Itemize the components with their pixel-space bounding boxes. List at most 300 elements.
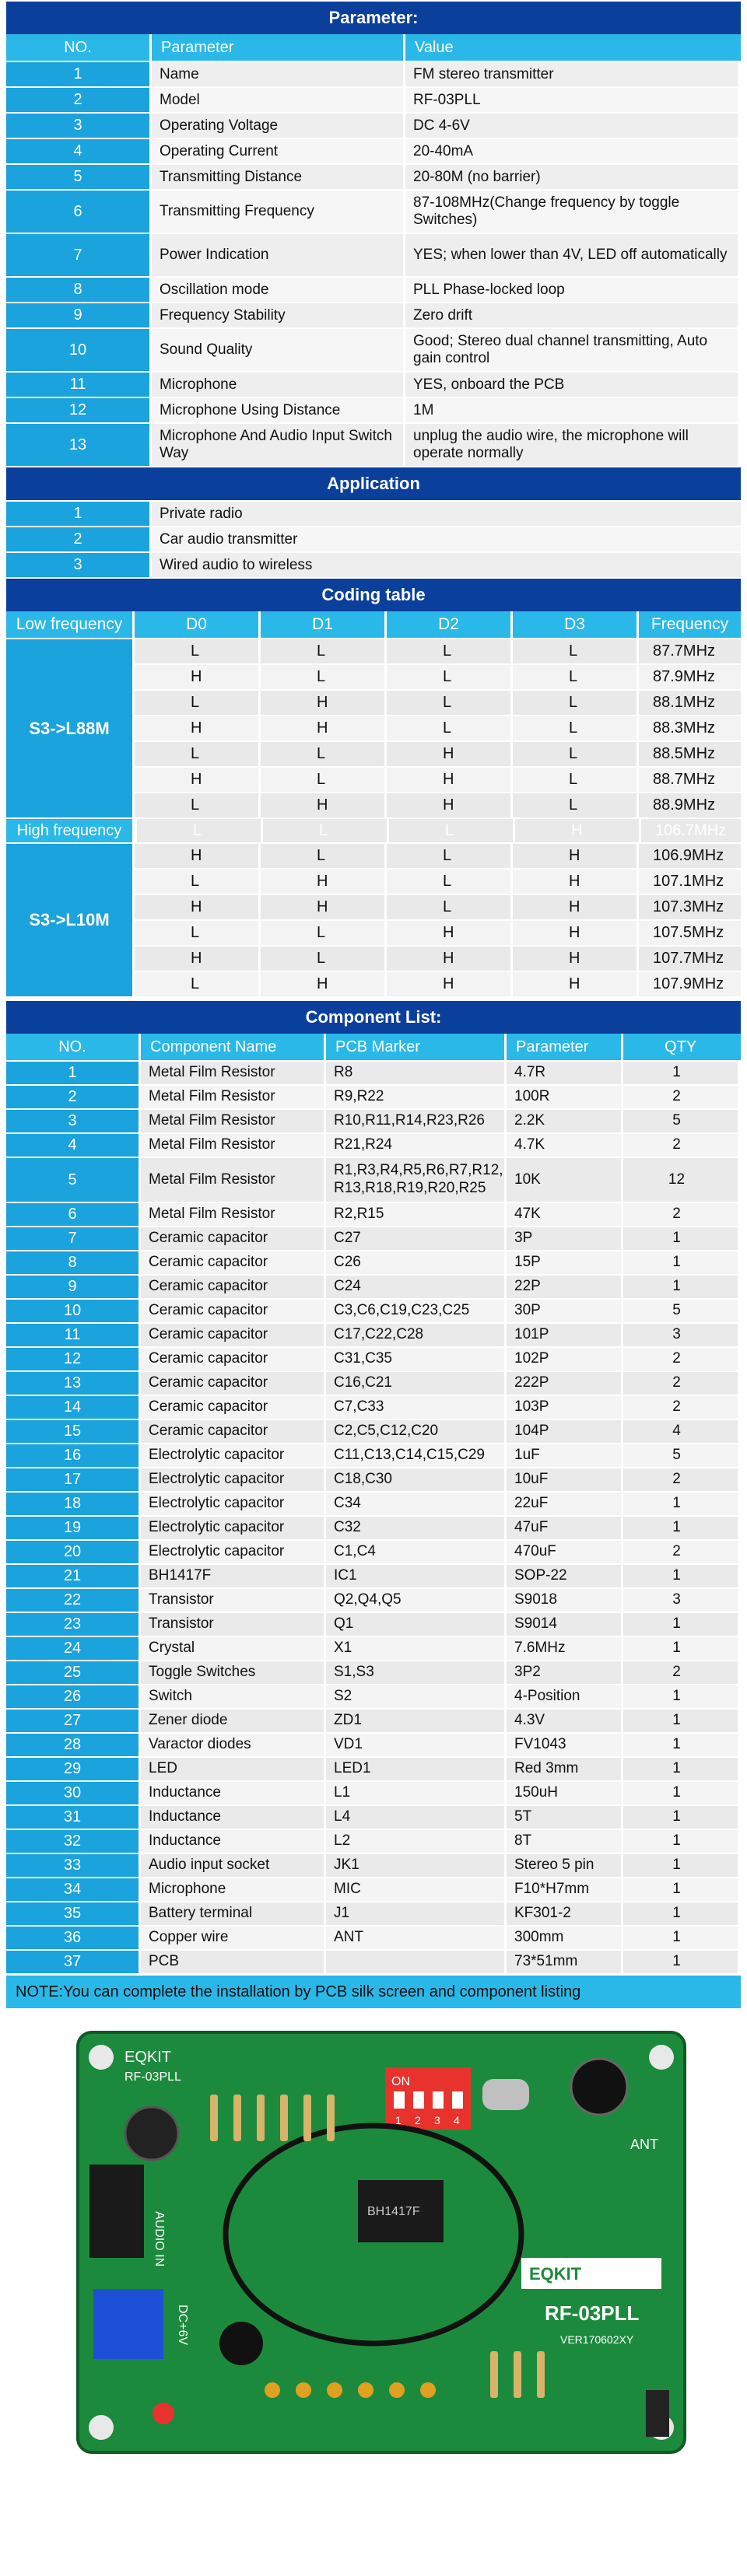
component-qty: 3	[621, 1589, 738, 1612]
pcb-marker: R9,R22	[324, 1086, 504, 1108]
parameter-row	[6, 86, 741, 112]
bit-value: L	[510, 742, 637, 766]
bit-value: H	[384, 742, 510, 766]
coding-row	[132, 792, 741, 817]
component-parameter: 47K	[504, 1203, 621, 1226]
bit-value: H	[258, 691, 384, 715]
parameter-name: Microphone And Audio Input Switch Way	[149, 424, 403, 466]
parameter-value: unplug the audio wire, the microphone will operate normally	[403, 424, 738, 466]
component-qty: 5	[621, 1110, 738, 1132]
component-parameter: 15P	[504, 1251, 621, 1274]
row-number: 11	[6, 373, 149, 397]
parameter-name: Frequency Stability	[149, 303, 403, 327]
component-row	[6, 1877, 741, 1901]
parameter-title: Parameter:	[6, 0, 741, 34]
header-no: NO.	[64, 38, 92, 56]
application-title: Application	[6, 466, 741, 500]
parameter-value: 20-80M (no barrier)	[403, 165, 738, 189]
component-qty: 1	[621, 1276, 738, 1298]
component-row	[6, 1370, 741, 1395]
bit-value: L	[384, 691, 510, 715]
component-qty: 1	[621, 1493, 738, 1515]
component-row	[6, 1949, 741, 1973]
parameter-row	[6, 371, 741, 397]
parameter-name: Operating Voltage	[149, 114, 403, 138]
pcb-marker: C7,C33	[324, 1396, 504, 1419]
component-qty: 1	[621, 1637, 738, 1660]
row-number: 29	[6, 1758, 139, 1780]
component-parameter: 4.3V	[504, 1710, 621, 1732]
microphone-icon	[125, 2107, 178, 2160]
bit-value: L	[132, 639, 258, 663]
bit-value: L	[132, 691, 258, 715]
component-row	[6, 1636, 741, 1660]
component-name: Metal Film Resistor	[139, 1158, 324, 1202]
bit-value: H	[384, 947, 510, 971]
high-frequency-rows	[132, 842, 741, 996]
component-row	[6, 1660, 741, 1684]
pcb-marker: C16,C21	[324, 1372, 504, 1395]
component-parameter: 100R	[504, 1086, 621, 1108]
row-number: 25	[6, 1661, 139, 1684]
component-qty: 12	[621, 1158, 738, 1202]
parameter-row	[6, 61, 741, 86]
parameter-name: Microphone	[149, 373, 403, 397]
component-row	[6, 1108, 741, 1132]
component-parameter: 104P	[504, 1420, 621, 1443]
component-table	[6, 1060, 741, 1973]
row-number: 35	[6, 1902, 139, 1925]
pcb-marker: C26	[324, 1251, 504, 1274]
row-number: 9	[6, 303, 149, 327]
component-qty: 1	[621, 1062, 738, 1084]
row-number: 34	[6, 1878, 139, 1901]
frequency-value: 88.9MHz	[637, 793, 741, 817]
audio-in-label: AUDIO IN	[153, 2211, 166, 2267]
component-parameter: FV1043	[504, 1734, 621, 1756]
row-number: 27	[6, 1710, 139, 1732]
parameter-row	[6, 397, 741, 422]
bit-value: L	[258, 921, 384, 945]
row-number: 3	[6, 553, 149, 577]
parameter-value: Good; Stereo dual channel transmitting, Auto gain control	[403, 329, 738, 371]
component-parameter: 4-Position	[504, 1685, 621, 1708]
component-row	[6, 1539, 741, 1563]
bit-value: L	[510, 768, 637, 792]
component-row	[6, 1084, 741, 1108]
row-number: 22	[6, 1589, 139, 1612]
component-qty: 1	[621, 1758, 738, 1780]
low-frequency-group	[6, 638, 741, 817]
pcb-marker: R1,R3,R4,R5,R6,R7,R12, R13,R18,R19,R20,R25	[324, 1158, 504, 1202]
bit-value: L	[384, 895, 510, 919]
component-row	[6, 1804, 741, 1829]
parameter-row	[6, 112, 741, 138]
frequency-value: 88.1MHz	[637, 691, 741, 715]
bit-value: L	[384, 844, 510, 868]
pcb-marker: VD1	[324, 1734, 504, 1756]
row-number: 12	[6, 398, 149, 422]
row-number: 17	[6, 1468, 139, 1491]
coding-row	[132, 689, 741, 715]
row-number: 36	[6, 1927, 139, 1949]
component-name: Metal Film Resistor	[139, 1062, 324, 1084]
component-parameter: 73*51mm	[504, 1951, 621, 1973]
component-name: Inductance	[139, 1782, 324, 1804]
component-name: Ceramic capacitor	[139, 1276, 324, 1298]
parameter-name: Sound Quality	[149, 329, 403, 371]
pcb-photo	[6, 2016, 741, 2469]
pcb-marker: C31,C35	[324, 1348, 504, 1370]
component-parameter: 101P	[504, 1324, 621, 1346]
header-d3: D3	[510, 611, 637, 638]
board-brand: EQKIT	[124, 2049, 172, 2066]
row-number: 31	[6, 1806, 139, 1829]
bit-value: L	[510, 639, 637, 663]
component-list-title: Component List:	[6, 999, 741, 1034]
row-number: 37	[6, 1951, 139, 1973]
component-name: Copper wire	[139, 1927, 324, 1949]
component-row	[6, 1346, 741, 1370]
application-row	[6, 526, 741, 551]
pcb-marker: R8	[324, 1062, 504, 1084]
parameter-name: Operating Current	[149, 139, 403, 163]
component-row	[6, 1684, 741, 1708]
component-qty: 1	[621, 1878, 738, 1901]
power-switch-icon	[646, 2390, 669, 2437]
row-number: 16	[6, 1444, 139, 1467]
component-parameter: 470uF	[504, 1541, 621, 1563]
pcb-marker: J1	[324, 1902, 504, 1925]
bit-value: L	[261, 819, 387, 842]
component-name: Electrolytic capacitor	[139, 1517, 324, 1539]
component-parameter: 102P	[504, 1348, 621, 1370]
application-text: Private radio	[149, 502, 741, 526]
bit-value: L	[132, 972, 258, 996]
bit-value: H	[258, 895, 384, 919]
component-qty: 1	[621, 1734, 738, 1756]
row-number: 9	[6, 1276, 139, 1298]
coding-row	[132, 715, 741, 740]
parameter-row	[6, 233, 741, 276]
frequency-value: 107.5MHz	[637, 921, 741, 945]
component-parameter: 8T	[504, 1830, 621, 1853]
frequency-value: 87.9MHz	[637, 665, 741, 689]
application-table	[6, 500, 741, 577]
bit-value: H	[132, 947, 258, 971]
mount-hole-icon	[89, 2045, 114, 2070]
high-switch-label: S3->L10M	[6, 842, 132, 996]
frequency-value: 107.3MHz	[637, 895, 741, 919]
component-parameter: KF301-2	[504, 1902, 621, 1925]
pcb-marker: C34	[324, 1493, 504, 1515]
dip-number: 1	[395, 2114, 402, 2126]
component-row	[6, 1467, 741, 1491]
component-name: Electrolytic capacitor	[139, 1444, 324, 1467]
pcb-marker: LED1	[324, 1758, 504, 1780]
bit-value: H	[132, 768, 258, 792]
pcb-marker: R21,R24	[324, 1134, 504, 1157]
row-number: 8	[6, 278, 149, 302]
dip-number: 2	[415, 2114, 421, 2126]
coding-row	[132, 663, 741, 689]
frequency-value: 88.3MHz	[637, 716, 741, 740]
component-qty: 1	[621, 1927, 738, 1949]
component-row	[6, 1612, 741, 1636]
pcb-marker: R2,R15	[324, 1203, 504, 1226]
component-name: Inductance	[139, 1830, 324, 1853]
component-parameter: 22uF	[504, 1493, 621, 1515]
parameter-name: Transmitting Frequency	[149, 191, 403, 233]
header-d0: D0	[132, 611, 258, 638]
board-model-large: RF-03PLL	[545, 2301, 640, 2325]
frequency-value: 87.7MHz	[637, 639, 741, 663]
crystal-icon	[482, 2079, 529, 2110]
row-number: 20	[6, 1541, 139, 1563]
bit-value: H	[510, 895, 637, 919]
component-parameter: 30P	[504, 1300, 621, 1322]
row-number: 10	[6, 1300, 139, 1322]
row-number: 24	[6, 1637, 139, 1660]
coding-row	[132, 740, 741, 766]
parameter-header-row	[6, 34, 741, 61]
row-number: 11	[6, 1324, 139, 1346]
component-qty: 4	[621, 1420, 738, 1443]
pcb-marker: C1,C4	[324, 1541, 504, 1563]
row-number: 2	[6, 527, 149, 551]
component-qty: 1	[621, 1685, 738, 1708]
component-row	[6, 1202, 741, 1226]
row-number: 21	[6, 1565, 139, 1587]
bit-value: L	[132, 870, 258, 894]
component-row	[6, 1322, 741, 1346]
component-qty: 2	[621, 1396, 738, 1419]
component-parameter: 4.7K	[504, 1134, 621, 1157]
row-number: 19	[6, 1517, 139, 1539]
component-qty: 2	[621, 1661, 738, 1684]
header-comp-name: Component Name	[139, 1034, 324, 1060]
component-row	[6, 1708, 741, 1732]
parameter-name: Model	[149, 88, 403, 112]
component-name: Metal Film Resistor	[139, 1110, 324, 1132]
component-parameter: 1uF	[504, 1444, 621, 1467]
parameter-value: DC 4-6V	[403, 114, 738, 138]
row-number: 6	[6, 191, 149, 233]
component-parameter: Red 3mm	[504, 1758, 621, 1780]
bit-value: H	[132, 844, 258, 868]
parameter-value: 20-40mA	[403, 139, 738, 163]
coding-row	[132, 894, 741, 919]
ant-label: ANT	[630, 2137, 658, 2152]
component-name: PCB	[139, 1951, 324, 1973]
low-frequency-rows	[132, 638, 741, 817]
component-row	[6, 1443, 741, 1467]
component-qty: 2	[621, 1348, 738, 1370]
row-number: 14	[6, 1396, 139, 1419]
row-number: 23	[6, 1613, 139, 1636]
header-low-frequency: Low frequency	[16, 615, 123, 633]
component-qty: 1	[621, 1830, 738, 1853]
bit-value: L	[510, 665, 637, 689]
bit-value: H	[384, 768, 510, 792]
header-pcb-marker: PCB Marker	[324, 1034, 504, 1060]
component-name: Ceramic capacitor	[139, 1396, 324, 1419]
dip-lever	[394, 2091, 405, 2109]
bit-value: H	[513, 819, 639, 842]
component-row	[6, 1853, 741, 1877]
coding-row	[135, 819, 741, 842]
low-switch-label: S3->L88M	[6, 638, 132, 817]
component-row	[6, 1925, 741, 1949]
frequency-value: 107.9MHz	[637, 972, 741, 996]
parameter-row	[6, 163, 741, 189]
component-qty: 3	[621, 1324, 738, 1346]
bit-value: L	[384, 639, 510, 663]
frequency-value: 88.5MHz	[637, 742, 741, 766]
application-text: Wired audio to wireless	[149, 553, 741, 577]
high-frequency-header	[6, 817, 741, 842]
row-number: 6	[6, 1203, 139, 1226]
component-parameter: 103P	[504, 1396, 621, 1419]
component-qty: 1	[621, 1710, 738, 1732]
component-parameter: S9018	[504, 1589, 621, 1612]
coding-row	[132, 868, 741, 894]
row-number: 18	[6, 1493, 139, 1515]
header-qty: QTY	[621, 1034, 738, 1060]
parameter-row	[6, 327, 741, 371]
pcb-marker: C32	[324, 1517, 504, 1539]
component-row	[6, 1419, 741, 1443]
pcb-marker: S1,S3	[324, 1661, 504, 1684]
pcb-marker: C24	[324, 1276, 504, 1298]
bit-value: L	[258, 742, 384, 766]
component-row	[6, 1587, 741, 1612]
component-row	[6, 1226, 741, 1250]
header-d2: D2	[384, 611, 510, 638]
component-row	[6, 1395, 741, 1419]
row-number: 5	[6, 165, 149, 189]
bit-value: H	[510, 870, 637, 894]
component-parameter: 5T	[504, 1806, 621, 1829]
component-qty: 1	[621, 1806, 738, 1829]
frequency-value: 107.1MHz	[637, 870, 741, 894]
parameter-name: Transmitting Distance	[149, 165, 403, 189]
component-parameter: SOP-22	[504, 1565, 621, 1587]
bit-value: H	[132, 895, 258, 919]
coding-row	[132, 638, 741, 663]
component-name: Battery terminal	[139, 1902, 324, 1925]
installation-note: NOTE:You can complete the installation by PCB silk screen and component listing	[6, 1976, 741, 2008]
component-parameter: 4.7R	[504, 1062, 621, 1084]
component-row	[6, 1756, 741, 1780]
row-number: 10	[6, 329, 149, 371]
application-row	[6, 500, 741, 526]
component-qty: 5	[621, 1444, 738, 1467]
component-name: Ceramic capacitor	[139, 1251, 324, 1274]
transistor-icon	[219, 2322, 263, 2365]
row-number: 3	[6, 114, 149, 138]
component-qty: 2	[621, 1372, 738, 1395]
parameter-value: PLL Phase-locked loop	[403, 278, 738, 302]
component-qty: 1	[621, 1854, 738, 1877]
row-number: 1	[6, 1062, 139, 1084]
parameter-row	[6, 276, 741, 302]
row-number: 5	[6, 1158, 139, 1202]
component-qty: 5	[621, 1300, 738, 1322]
bit-value: L	[384, 716, 510, 740]
pcb-marker: C11,C13,C14,C15,C29	[324, 1444, 504, 1467]
component-row	[6, 1829, 741, 1853]
bit-value: L	[510, 716, 637, 740]
row-number: 2	[6, 1086, 139, 1108]
led-icon	[153, 2403, 174, 2424]
parameter-value: FM stereo transmitter	[403, 62, 738, 86]
pcb-board-illustration	[23, 2025, 724, 2460]
header-value: Value	[403, 34, 738, 61]
component-row	[6, 1563, 741, 1587]
parameter-name: Oscillation mode	[149, 278, 403, 302]
dip-number: 4	[454, 2114, 460, 2126]
parameter-row	[6, 138, 741, 163]
pcb-marker: L1	[324, 1782, 504, 1804]
row-number: 32	[6, 1830, 139, 1853]
parameter-name: Microphone Using Distance	[149, 398, 403, 422]
bit-value: H	[384, 972, 510, 996]
component-parameter: 2.2K	[504, 1110, 621, 1132]
component-name: Audio input socket	[139, 1854, 324, 1877]
pcb-marker: S2	[324, 1685, 504, 1708]
row-number: 30	[6, 1782, 139, 1804]
component-name: BH1417F	[139, 1565, 324, 1587]
component-row	[6, 1732, 741, 1756]
component-row	[6, 1132, 741, 1157]
bit-value: L	[132, 742, 258, 766]
application-text: Car audio transmitter	[149, 527, 741, 551]
component-row	[6, 1298, 741, 1322]
component-name: Metal Film Resistor	[139, 1203, 324, 1226]
component-parameter: 47uF	[504, 1517, 621, 1539]
row-number: 33	[6, 1854, 139, 1877]
bit-value: L	[258, 768, 384, 792]
bit-value: H	[510, 972, 637, 996]
row-number: 4	[6, 1134, 139, 1157]
ic-label: BH1417F	[367, 2205, 420, 2218]
high-frequency-group	[6, 842, 741, 996]
row-number: 2	[6, 88, 149, 112]
component-name: Transistor	[139, 1613, 324, 1636]
component-name: Varactor diodes	[139, 1734, 324, 1756]
component-qty: 1	[621, 1227, 738, 1250]
component-row	[6, 1060, 741, 1084]
component-name: Ceramic capacitor	[139, 1372, 324, 1395]
header-parameter: Parameter	[149, 34, 403, 61]
parameter-value: YES, onboard the PCB	[403, 373, 738, 397]
pcb-marker: MIC	[324, 1878, 504, 1901]
component-qty: 2	[621, 1134, 738, 1157]
component-name: Electrolytic capacitor	[139, 1493, 324, 1515]
component-qty: 2	[621, 1541, 738, 1563]
coding-header-row	[6, 611, 741, 638]
bit-value: L	[384, 870, 510, 894]
frequency-value: 106.7MHz	[639, 819, 741, 842]
coding-row	[132, 842, 741, 868]
board-brand-large: EQKIT	[529, 2264, 582, 2284]
component-qty: 1	[621, 1565, 738, 1587]
parameter-table	[6, 61, 741, 466]
component-name: Ceramic capacitor	[139, 1227, 324, 1250]
dip-lever	[433, 2091, 444, 2109]
component-parameter: 150uH	[504, 1782, 621, 1804]
